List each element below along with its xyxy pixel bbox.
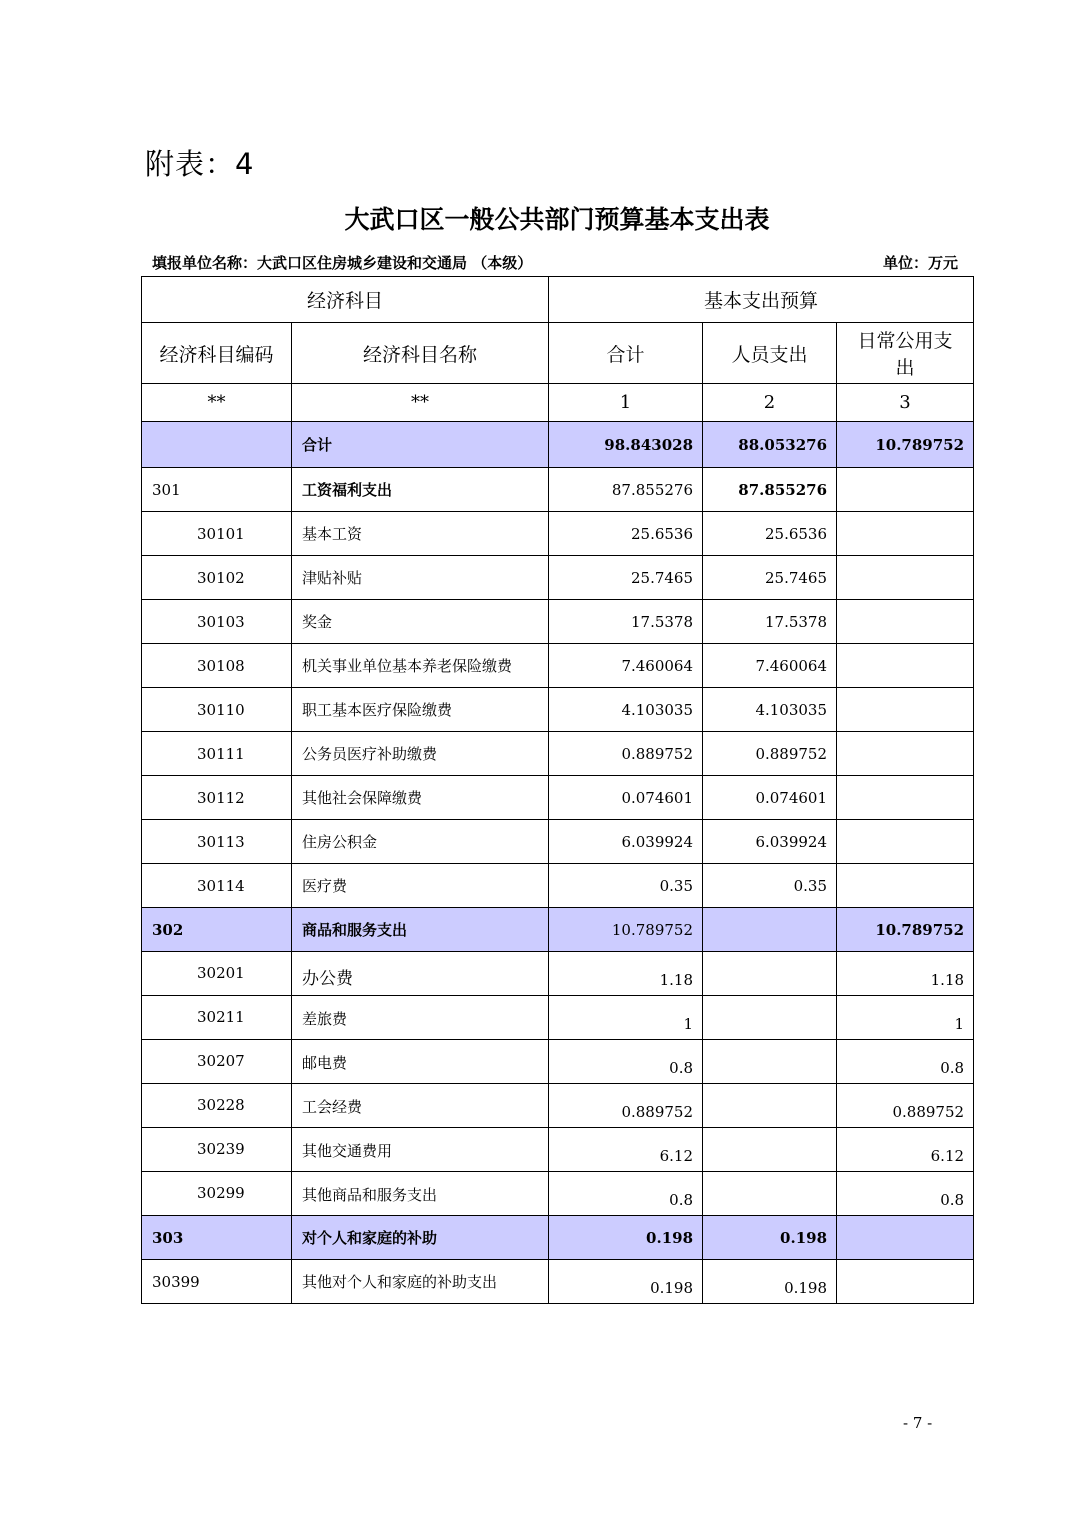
row-personnel: [703, 1040, 837, 1084]
row-public: [837, 556, 974, 600]
attachment-label: 附表：4: [145, 147, 255, 181]
row-public: [837, 512, 974, 556]
row-public: [837, 600, 974, 644]
row-personnel: 87.855276: [703, 468, 837, 512]
total-name: 合计: [292, 422, 549, 468]
row-code: 30111: [142, 732, 292, 776]
row-total: 10.789752: [549, 908, 703, 952]
table-row: [142, 908, 974, 952]
row-personnel: [703, 1172, 837, 1216]
row-public: 0.8: [837, 1040, 974, 1084]
col-number-public: 3: [837, 384, 974, 422]
row-public: [837, 820, 974, 864]
row-name: 基本工资: [292, 512, 549, 556]
table-row: [142, 1172, 974, 1216]
row-personnel: 4.103035: [703, 688, 837, 732]
row-personnel: [703, 1128, 837, 1172]
row-code: 30108: [142, 644, 292, 688]
row-personnel: 0.198: [703, 1260, 837, 1304]
row-public: 6.12: [837, 1128, 974, 1172]
row-name: 公务员医疗补助缴费: [292, 732, 549, 776]
row-code: 30110: [142, 688, 292, 732]
row-public: [837, 688, 974, 732]
row-name: 奖金: [292, 600, 549, 644]
row-personnel: 25.6536: [703, 512, 837, 556]
row-name: 商品和服务支出: [292, 908, 549, 952]
table-row: [142, 1084, 974, 1128]
row-name: 住房公积金: [292, 820, 549, 864]
row-code: 30102: [142, 556, 292, 600]
table-row: [142, 556, 974, 600]
total-total: 98.843028: [549, 422, 703, 468]
col-header-name: 经济科目名称: [292, 323, 549, 384]
row-personnel: [703, 996, 837, 1040]
total-personnel: 88.053276: [703, 422, 837, 468]
row-total: 0.889752: [549, 732, 703, 776]
row-code: 30101: [142, 512, 292, 556]
row-total: 0.889752: [549, 1084, 703, 1128]
total-public: 10.789752: [837, 422, 974, 468]
group-header-row: [142, 277, 974, 323]
row-public: [837, 1260, 974, 1304]
row-total: 25.6536: [549, 512, 703, 556]
row-personnel: 0.074601: [703, 776, 837, 820]
total-row: [142, 422, 974, 468]
row-code: 30239: [142, 1128, 292, 1172]
row-name: 职工基本医疗保险缴费: [292, 688, 549, 732]
table-row: [142, 468, 974, 512]
col-number-name: **: [292, 384, 549, 422]
row-public: 0.8: [837, 1172, 974, 1216]
col-number-code: **: [142, 384, 292, 422]
row-total: 7.460064: [549, 644, 703, 688]
row-name: 差旅费: [292, 996, 549, 1040]
row-total: 0.198: [549, 1260, 703, 1304]
row-total: 87.855276: [549, 468, 703, 512]
row-code: 30103: [142, 600, 292, 644]
budget-table: [141, 276, 974, 1304]
table-row: [142, 776, 974, 820]
row-name: 办公费: [292, 952, 549, 996]
row-code: 30112: [142, 776, 292, 820]
row-code: 301: [142, 468, 292, 512]
row-public: 1: [837, 996, 974, 1040]
row-code: 30299: [142, 1172, 292, 1216]
row-public: [837, 468, 974, 512]
row-public: [837, 776, 974, 820]
row-code: 302: [142, 908, 292, 952]
row-public: [837, 644, 974, 688]
table-row: [142, 952, 974, 996]
col-header-personnel: 人员支出: [703, 323, 837, 384]
table-row: [142, 732, 974, 776]
row-personnel: 6.039924: [703, 820, 837, 864]
row-total: 25.7465: [549, 556, 703, 600]
row-personnel: 7.460064: [703, 644, 837, 688]
row-name: 津贴补贴: [292, 556, 549, 600]
table-row: [142, 820, 974, 864]
row-personnel: 0.198: [703, 1216, 837, 1260]
row-code: 30114: [142, 864, 292, 908]
row-total: 6.039924: [549, 820, 703, 864]
table-row: [142, 688, 974, 732]
column-header-row: [142, 323, 974, 384]
page-number: - 7 -: [903, 1414, 933, 1432]
row-total: 0.074601: [549, 776, 703, 820]
row-code: 303: [142, 1216, 292, 1260]
row-code: 30113: [142, 820, 292, 864]
row-total: 0.8: [549, 1040, 703, 1084]
row-personnel: 25.7465: [703, 556, 837, 600]
total-code: [142, 422, 292, 468]
row-personnel: [703, 908, 837, 952]
row-total: 1.18: [549, 952, 703, 996]
row-total: 0.8: [549, 1172, 703, 1216]
page-title: 大武口区一般公共部门预算基本支出表: [344, 205, 770, 234]
row-code: 30399: [142, 1260, 292, 1304]
row-total: 17.5378: [549, 600, 703, 644]
column-number-row: [142, 384, 974, 422]
row-total: 0.35: [549, 864, 703, 908]
table-row: [142, 1040, 974, 1084]
row-name: 对个人和家庭的补助: [292, 1216, 549, 1260]
table-row: [142, 996, 974, 1040]
table-row: [142, 1216, 974, 1260]
row-name: 其他交通费用: [292, 1128, 549, 1172]
row-name: 其他对个人和家庭的补助支出: [292, 1260, 549, 1304]
table-row: [142, 644, 974, 688]
table-row: [142, 600, 974, 644]
row-name: 其他商品和服务支出: [292, 1172, 549, 1216]
row-name: 医疗费: [292, 864, 549, 908]
col-header-public: 日常公用支出: [837, 323, 974, 384]
group-header-economic: 经济科目: [142, 277, 549, 323]
table-row: [142, 1260, 974, 1304]
row-code: 30228: [142, 1084, 292, 1128]
row-public: 1.18: [837, 952, 974, 996]
row-personnel: 0.35: [703, 864, 837, 908]
row-name: 其他社会保障缴费: [292, 776, 549, 820]
row-name: 邮电费: [292, 1040, 549, 1084]
row-public: [837, 864, 974, 908]
row-code: 30201: [142, 952, 292, 996]
row-name: 工资福利支出: [292, 468, 549, 512]
unit-label: 单位：万元: [882, 254, 958, 272]
table-meta: [152, 252, 958, 273]
table-row: [142, 1128, 974, 1172]
row-code: 30207: [142, 1040, 292, 1084]
row-personnel: [703, 952, 837, 996]
row-total: 6.12: [549, 1128, 703, 1172]
table-row: [142, 864, 974, 908]
row-personnel: [703, 1084, 837, 1128]
row-name: 机关事业单位基本养老保险缴费: [292, 644, 549, 688]
row-name: 工会经费: [292, 1084, 549, 1128]
row-total: 4.103035: [549, 688, 703, 732]
row-code: 30211: [142, 996, 292, 1040]
col-header-total: 合计: [549, 323, 703, 384]
row-public: 10.789752: [837, 908, 974, 952]
reporting-unit: 填报单位名称：大武口区住房城乡建设和交通局 （本级）: [152, 254, 533, 272]
col-number-total: 1: [549, 384, 703, 422]
row-personnel: 0.889752: [703, 732, 837, 776]
row-public: [837, 1216, 974, 1260]
row-total: 1: [549, 996, 703, 1040]
row-public: [837, 732, 974, 776]
row-public: 0.889752: [837, 1084, 974, 1128]
row-personnel: 17.5378: [703, 600, 837, 644]
group-header-budget: 基本支出预算: [549, 277, 974, 323]
col-header-code: 经济科目编码: [142, 323, 292, 384]
table-row: [142, 512, 974, 556]
row-total: 0.198: [549, 1216, 703, 1260]
col-number-personnel: 2: [703, 384, 837, 422]
